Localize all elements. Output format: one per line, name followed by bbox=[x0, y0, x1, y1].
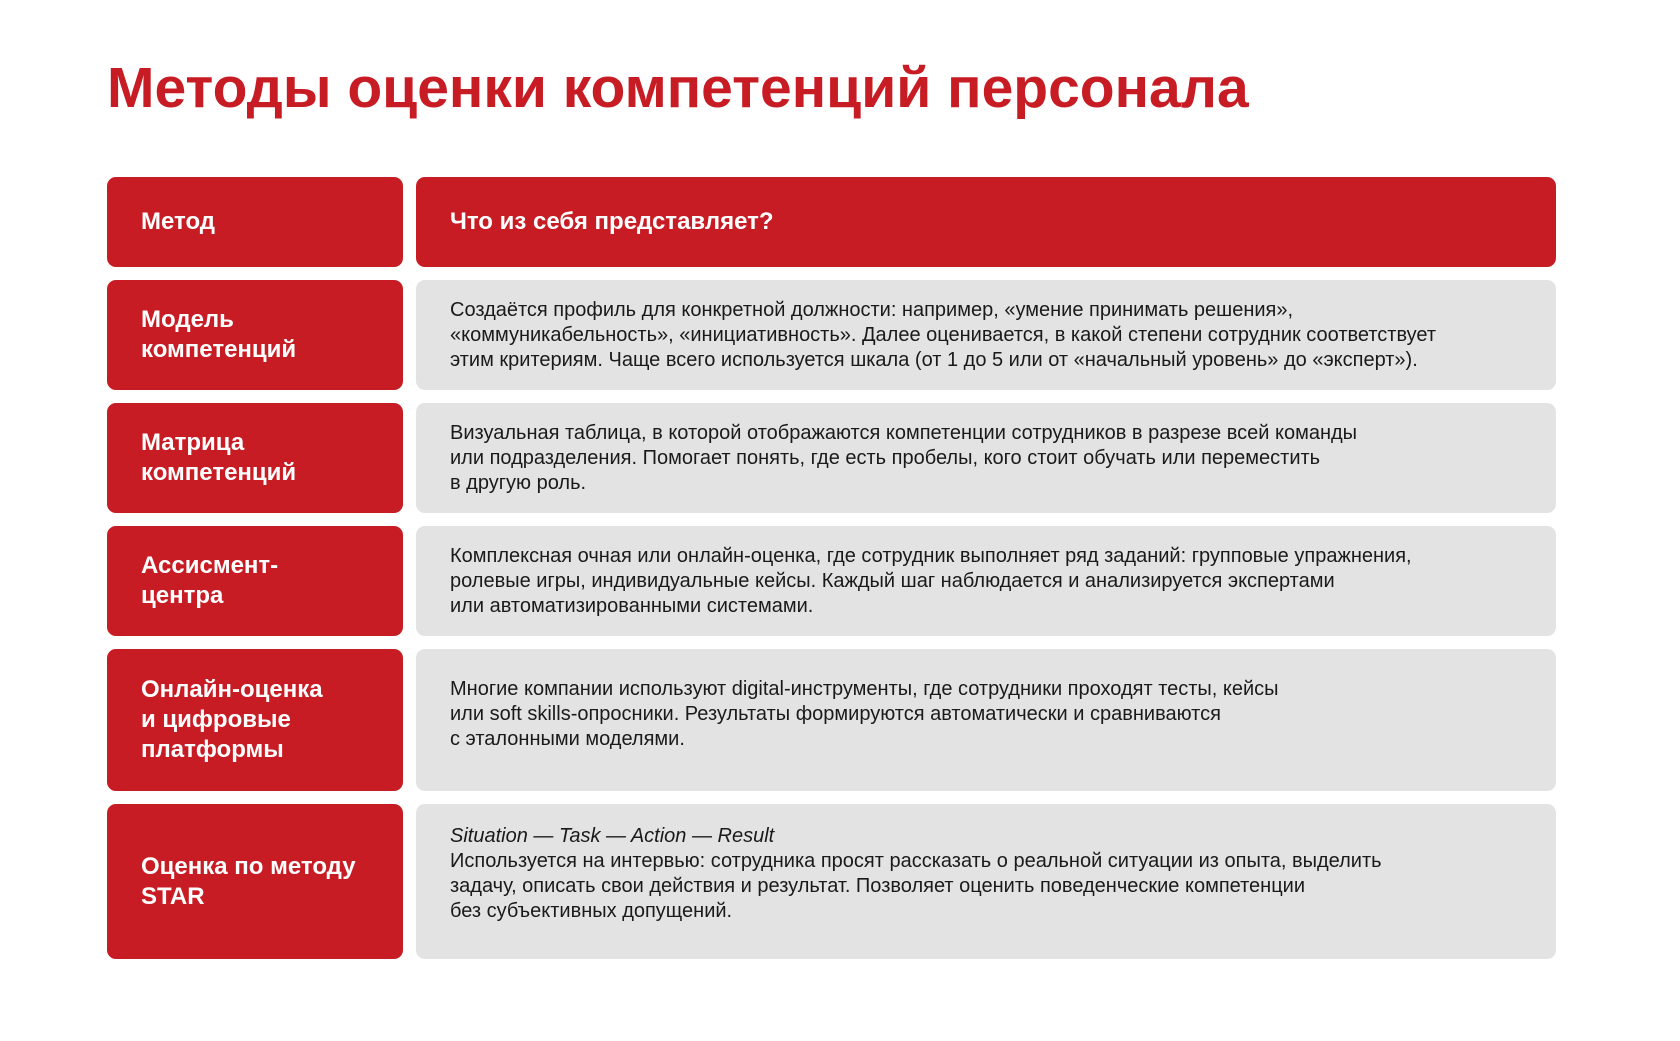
method-name-line: Оценка по методу bbox=[141, 852, 356, 880]
method-name-line: платформы bbox=[141, 736, 284, 763]
method-cell bbox=[107, 649, 403, 791]
description-cell bbox=[416, 280, 1556, 390]
description-line: ролевые игры, индивидуальные кейсы. Каждый шаг наблюдается и анализируется экспертами bbox=[450, 569, 1335, 592]
description-line: с эталонными моделями. bbox=[450, 728, 685, 750]
description-line: задачу, описать свои действия и результат. Позволяет оценить поведенческие компетенции bbox=[450, 875, 1306, 897]
description-cell bbox=[416, 403, 1556, 513]
table-row bbox=[107, 403, 1556, 513]
star-acronym-line: Situation — Task — Action — Result bbox=[450, 825, 775, 847]
table-row bbox=[107, 526, 1556, 636]
page-title: Методы оценки компетенций персонала bbox=[107, 56, 1249, 120]
method-name-line: Матрица bbox=[141, 429, 245, 456]
method-name-line: Ассисмент- bbox=[141, 552, 279, 579]
description-cell bbox=[416, 526, 1556, 636]
description-line: «коммуникабельность», «инициативность». Далее оценивается, в какой степени сотрудник соответствует bbox=[450, 323, 1437, 346]
description-line: или подразделения. Помогает понять, где есть пробелы, кого стоит обучать или переместить bbox=[450, 446, 1321, 469]
method-name-line: Модель bbox=[141, 306, 234, 333]
table-row bbox=[107, 804, 1556, 959]
description-line: этим критериям. Чаще всего используется шкала (от 1 до 5 или от «начальный уровень» до «эксперт»). bbox=[450, 348, 1418, 371]
description-cell bbox=[416, 649, 1556, 791]
table-row bbox=[107, 280, 1556, 390]
table-row bbox=[107, 649, 1556, 791]
methods-table bbox=[107, 177, 1556, 972]
method-name-line: компетенций bbox=[141, 336, 297, 363]
description-line: Используется на интервью: сотрудника просят рассказать о реальной ситуации из опыта, выделить bbox=[450, 850, 1382, 872]
description-line: Комплексная очная или онлайн-оценка, где сотрудник выполняет ряд заданий: групповые упражнения, bbox=[450, 544, 1412, 567]
method-name-line: центра bbox=[141, 582, 224, 609]
header-method-cell bbox=[107, 177, 403, 267]
method-name-line: компетенций bbox=[141, 459, 297, 486]
description-line: Визуальная таблица, в которой отображаются компетенции сотрудников в разрезе всей команды bbox=[450, 421, 1358, 444]
header-description-cell bbox=[416, 177, 1556, 267]
method-name-line: STAR bbox=[141, 882, 205, 910]
header-method-label: Метод bbox=[141, 208, 216, 235]
description-line: или soft skills-опросники. Результаты формируются автоматически и сравниваются bbox=[450, 703, 1221, 725]
method-cell bbox=[107, 526, 403, 636]
method-cell bbox=[107, 280, 403, 390]
method-name-line: Онлайн-оценка bbox=[141, 676, 323, 703]
description-line: Создаётся профиль для конкретной должности: например, «умение принимать решения», bbox=[450, 298, 1294, 321]
header-description-label: Что из себя представляет? bbox=[450, 208, 774, 235]
table-header-row bbox=[107, 177, 1556, 267]
description-line: в другую роль. bbox=[450, 471, 587, 494]
description-line: Многие компании используют digital-инструменты, где сотрудники проходят тесты, кейсы bbox=[450, 678, 1279, 700]
description-line: без субъективных допущений. bbox=[450, 900, 733, 922]
method-cell bbox=[107, 403, 403, 513]
description-line: или автоматизированными системами. bbox=[450, 594, 814, 617]
method-name-line: и цифровые bbox=[141, 706, 291, 733]
method-cell bbox=[107, 804, 403, 959]
description-cell bbox=[416, 804, 1556, 959]
